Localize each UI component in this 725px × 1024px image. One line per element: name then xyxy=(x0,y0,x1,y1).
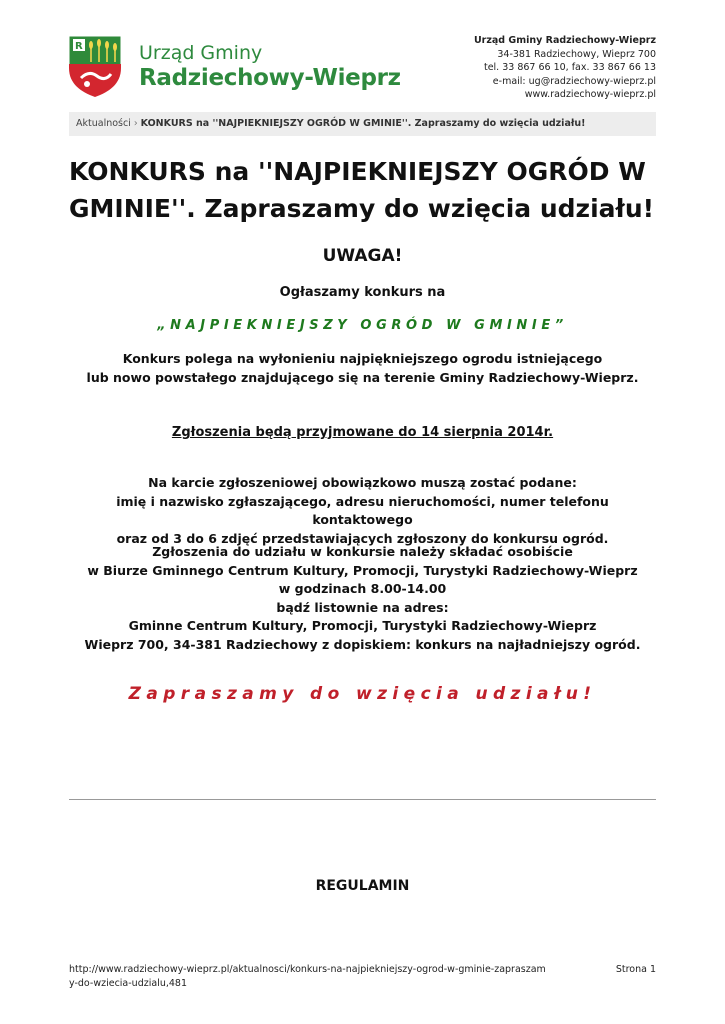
requirements-line: imię i nazwisko zgłaszającego, adresu nieruchomości, numer telefonu kontaktowego xyxy=(116,493,609,527)
municipality-logo xyxy=(67,34,401,100)
contact-website[interactable]: www.radziechowy-wieprz.pl xyxy=(524,89,656,100)
footer-page-number: Strona 1 xyxy=(615,964,656,975)
breadcrumb xyxy=(69,112,656,136)
contest-description xyxy=(69,350,656,387)
notice-heading: UWAGA! xyxy=(322,246,403,266)
logo-text-line1: Urząd Gminy xyxy=(139,42,263,64)
footer-page-url[interactable]: http://www.radziechowy-wieprz.pl/aktualnosci/konkurs-na-najpiekniejszy-ogrod-w-gminie-zapraszamy-do-wziecia-udzialu,481 xyxy=(69,964,546,989)
contact-phone: tel. 33 867 66 10, fax. 33 867 66 13 xyxy=(483,62,656,73)
description-line: lub nowo powstałego znajdującego się na terenie Gminy Radziechowy-Wieprz. xyxy=(86,369,639,385)
coat-of-arms-icon xyxy=(67,34,123,98)
submission-block xyxy=(69,543,656,654)
submission-line: bądź listownie na adres: xyxy=(276,599,449,615)
submission-line: Gminne Centrum Kultury, Promocji, Turystyki Radziechowy-Wieprz xyxy=(128,618,597,633)
logo-text-line2: Radziechowy-Wieprz xyxy=(139,65,401,91)
description-line: Konkurs polega na wyłonieniu najpiękniejszego ogrodu istniejącego xyxy=(122,351,603,366)
contest-name: „NAJPIEKNIEJSZY OGRÓD W GMINIE” xyxy=(157,318,568,333)
regulations-heading: REGULAMIN xyxy=(315,878,410,894)
contact-email[interactable]: e-mail: ug@radziechowy-wieprz.pl xyxy=(492,75,656,87)
breadcrumb-current: KONKURS na ''NAJPIEKNIEJSZY OGRÓD W GMINIE''. Zapraszamy do wzięcia udziału! xyxy=(140,118,586,129)
announcement-text: Ogłaszamy konkurs na xyxy=(279,285,446,300)
requirements-line: Na karcie zgłoszeniowej obowiązkowo muszą zostać podane: xyxy=(148,475,577,490)
invitation-text: Zapraszamy do wzięcia udziału! xyxy=(128,684,597,704)
deadline-text: Zgłoszenia będą przyjmowane do 14 sierpnia 2014r. xyxy=(171,425,554,440)
breadcrumb-separator: › xyxy=(133,118,138,129)
breadcrumb-parent-link[interactable]: Aktualności xyxy=(76,118,131,129)
requirements-line: oraz od 3 do 6 zdjęć przedstawiających zgłoszony do konkursu ogród. xyxy=(116,530,609,546)
submission-line: w godzinach 8.00-14.00 xyxy=(278,581,447,596)
svg-text:R: R xyxy=(75,41,83,52)
horizontal-divider xyxy=(69,799,656,800)
page-title: KONKURS na ''NAJPIEKNIEJSZY OGRÓD W GMINIE''. Zapraszamy do wzięcia udziału! xyxy=(69,157,655,223)
contact-org-name: Urząd Gminy Radziechowy-Wieprz xyxy=(473,35,656,46)
submission-line: Wieprz 700, 34-381 Radziechowy z dopiskiem: konkurs na najładniejszy ogród. xyxy=(84,636,641,652)
contact-address: 34-381 Radziechowy, Wieprz 700 xyxy=(497,48,656,60)
submission-line: Zgłoszenia do udziału w konkursie należy składać osobiście xyxy=(152,544,573,559)
submission-line: w Biurze Gminnego Centrum Kultury, Promocji, Turystyki Radziechowy-Wieprz xyxy=(87,562,638,578)
requirements-block xyxy=(69,474,656,548)
contact-block xyxy=(474,34,656,102)
